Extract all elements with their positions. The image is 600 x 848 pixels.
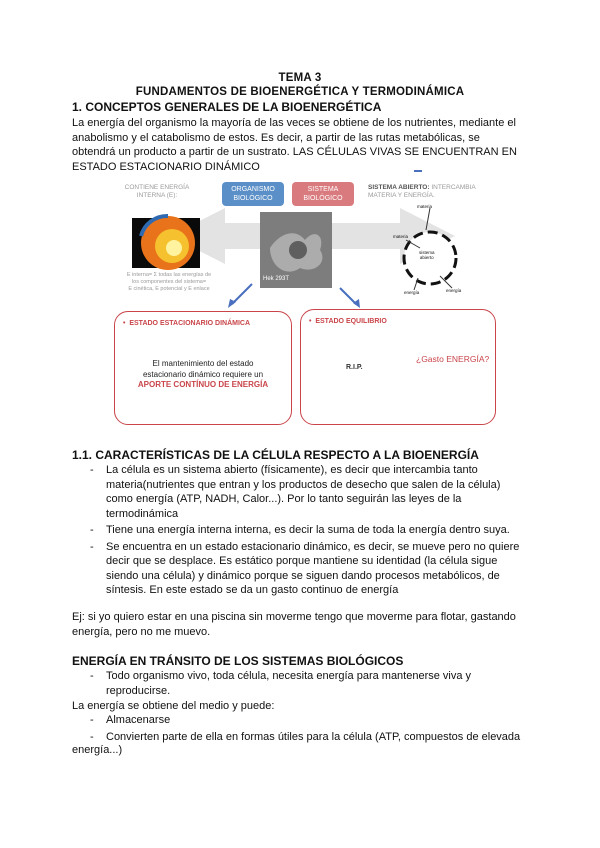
circle-label-top: materia [417, 204, 433, 209]
box-equilibrium-title-text: ESTADO EQUILIBRIO [315, 318, 387, 325]
box-stationary-emphasis: APORTE CONTÍNUO DE ENERGÍA [137, 380, 269, 389]
box-equilibrium-question: ¿Gasto ENERGÍA? [416, 354, 490, 364]
arrow-left-down [232, 284, 252, 304]
list-line: como energía (ATP, NADH, Calor...). Por lo tanto seguirán las leyes de la [106, 493, 462, 505]
paragraph-line: La energía del organismo la mayoría de las veces se obtiene de los nutrientes, mediante el [72, 117, 516, 129]
box-equilibrium-title: • ESTADO EQUILIBRIO [309, 318, 387, 325]
list-line: siendo una célula) y dinámico porque se siguen dando procesos metabólicos, de [106, 569, 500, 582]
box-stationary-text: El mantenimiento del estado estacionario dinámico requiere un [142, 359, 264, 379]
example-paragraph [72, 610, 542, 639]
list-line: - Se encuentra en un estado estacionario dinámico, es decir, se mueve pero no quiere [106, 540, 520, 553]
list-line: - Todo organismo vivo, toda célula, necesita energía para mantenerse viva y [106, 670, 472, 682]
section-1-heading: 1. CONCEPTOS GENERALES DE LA BIOENERGÉTICA [72, 100, 382, 114]
right-caption-rest: INTERCAMBIA MATERIA Y ENERGÍA. [368, 184, 476, 199]
left-caption: CONTIENE ENERGÍA INTERNA (E): [124, 184, 190, 199]
list-line: termodinámica [106, 507, 179, 520]
section-2-list-a [72, 669, 532, 700]
paragraph-line: obtendrá un producto a partir de un sustrato. LAS CÉLULAS VIVAS SE ENCUENTRAN EN [72, 146, 517, 158]
right-caption [368, 184, 508, 200]
section-11-heading: 1.1. CARACTERÍSTICAS DE LA CÉLULA RESPECTO A LA BIOENERGÍA [72, 448, 479, 462]
list-line: - Tiene una energía interna interna, es decir la suma de toda la energía dentro suya. [106, 524, 510, 536]
example-line: Ej: si yo quiero estar en una piscina sin moverme tengo que moverme para flotar, gastando [72, 611, 516, 623]
document-title: FUNDAMENTOS DE BIOENERGÉTICA Y TERMODINÁMICA [135, 86, 465, 98]
list-item [72, 713, 542, 728]
list-item [72, 463, 532, 521]
box-stationary-title: • ESTADO ESTACIONARIO DINÁMICA [123, 320, 251, 327]
arrow-right-down [340, 288, 356, 304]
right-caption-bold: SISTEMA ABIERTO: [368, 184, 430, 191]
energy-note: E interna= Σ todas las energías de los componentes del sistema= E cinética, E potencial y E enlace [126, 272, 212, 292]
tag-sistema: SISTEMA BIOLÓGICO [292, 182, 354, 206]
circle-label-left: materia [393, 234, 409, 239]
section-2-list-b [72, 713, 542, 746]
cell-nucleus [289, 241, 307, 259]
section-2-heading: ENERGÍA EN TRÁNSITO DE LOS SISTEMAS BIOLÓGICOS [72, 654, 404, 668]
box-stationary [114, 311, 292, 425]
list-line: decir que se desplace. Es estático porque mantiene su identidad (la célula sigue [106, 555, 498, 567]
earth-inner-core [166, 240, 182, 256]
section-1-paragraph [72, 116, 532, 174]
section-11-list [72, 463, 532, 600]
list-item [72, 730, 542, 745]
bioenergetics-figure [110, 178, 510, 430]
section-2-intro: La energía se obtiene del medio y puede: [72, 700, 275, 712]
example-line: energía, pero no me muevo. [72, 625, 211, 638]
circle-label-bottom: energía [404, 290, 420, 295]
cursor-mark [414, 170, 422, 172]
paragraph-line: ESTADO ESTACIONARIO DINÁMICO [72, 160, 260, 173]
box-stationary-title-text: ESTADO ESTACIONARIO DINÁMICA [129, 320, 251, 327]
circle-label-center: sistema abierto [419, 250, 435, 260]
tag-organismo: ORGANISMO BIOLÓGICO [222, 182, 284, 206]
rip-text: R.I.P. [346, 364, 363, 371]
list-line: materia(nutrientes que entran y los productos de desecho que salen de la célula) [106, 478, 501, 491]
list-line: reproducirse. [106, 684, 171, 697]
list-item [72, 669, 532, 698]
cell-label: Hek 293T [263, 276, 290, 282]
list-item [72, 540, 532, 598]
box-equilibrium [300, 309, 496, 425]
arrow-right-head [353, 299, 360, 308]
tema-label: TEMA 3 [278, 72, 322, 84]
list-line: síntesis. En este estado se da un gasto continuo de energía [106, 584, 399, 596]
list-line: - Convierten parte de ella en formas útiles para la célula (ATP, compuestos de elevada [106, 730, 521, 743]
paragraph-line: anabolismo y el catabolismo de estos. Es decir, a partir de las rutas metabólicas, se [72, 131, 480, 144]
list-line: - Almacenarse [106, 714, 171, 726]
section-2-continuation: energía...) [72, 744, 123, 756]
circle-label-right: energía [446, 288, 462, 293]
list-line: - La célula es un sistema abierto (físicamente), es decir que intercambia tanto [106, 464, 478, 476]
list-item [72, 523, 532, 538]
